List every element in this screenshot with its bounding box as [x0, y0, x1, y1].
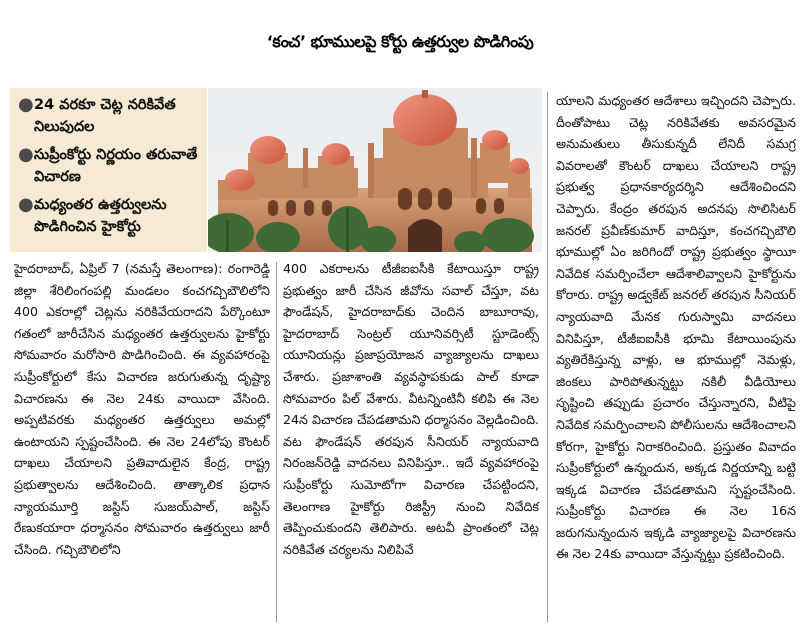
article-text: 400 ఎకరాలను టీజీఐఐసీకి కేటాయిస్తూ రాష్ట్ర ప్రభుత్వం జారీ చేసిన జీవోను సవాల్ చేస్తూ, వట ఫౌండేషన్, హైదరాబాద్‌కు చెందిన బాబూరావు, హైదరాబాద్ సెంట్రల్ యూనివర్సిటీ స్టూడెంట్స్ యూనియన్లు ప్రజాప్రయోజన వ్యాజ్యాలను దాఖలు చేశారు. ప్రజాశాంతి వ్యవస్థాపకుడు పాల్ కూడా సోమవారం పిల్ వేశారు. వీటన్నింటినీ కలిపి ఈ నెల 24న విచారణ చేపడతామని ధర్మాసనం వెల్లడించింది. వట ఫౌండేషన్ తరపున సీనియర్ న్యాయవాది నిరంజన్‌రెడ్డి వాదనలు వినిపిస్తూ.. ఇదే వ్యవహారంపై సుప్రీంకోర్టు సుమోటోగా విచారణ చేపట్టిందని, తెలంగాణ హైకోర్టు రిజిస్ట్రీ నుంచి నివేదిక తెప్పించుకుందని తెలిపారు. అటవీ ప్రాంతంలో చెట్ల నరికివేత చర్యలను నిలిపివే	[283, 261, 539, 557]
highlight-text: మధ్యంతర ఉత్తర్వులను పొడిగించిన హైకోర్టు	[34, 197, 167, 235]
highlights-box	[10, 88, 207, 252]
highlight-item	[18, 94, 201, 138]
article-text: యాలని మధ్యంతర ఆదేశాలు ఇచ్చిందని చెప్పారు. దీంతోపాటు చెట్ల నరికివేతకు అవసరమైన అనుమతులు తీసుకున్నదీ లేనిదీ సమగ్ర వివరాలతో కౌంటర్ దాఖలు చేయాలని రాష్ట్ర ప్రభుత్వ ప్రధానకార్యదర్శిని ఆదేశించిందని చెప్పారు. కేంద్రం తరపున అదనపు సొలిసిటర్ జనరల్ ప్రవీణ్‌కుమార్ వాదిస్తూ, కంచగచ్చిబౌలి భూముల్లో ఏం జరిగిందో రాష్ట్ర ప్రభుత్వం స్థాయీ నివేదిక సమర్పించేలా ఆదేశాలివ్వాలని హైకోర్టును కోరారు. రాష్ట్ర అడ్వకేట్ జనరల్ తరపున సీనియర్ న్యాయవాది మేనక గురుస్వామి వాదనలు వినిపిస్తూ, టీజీఐఐసీకి భూమి కేటాయింపును వ్యతిరేకిస్తున్న వాళ్లు, ఆ భూముల్లో నెమళ్లు, జింకలు పారిపోతున్నట్టు నకిలీ వీడియోలు సృష్టించి తప్పుడు ప్రచారం చేస్తున్నారని, వీటిపై నివేదిక సమర్పించాలని పోలీసులను ఆదేశించాలని కోరగా, హైకోర్టు నిరాకరించింది. ప్రస్తుతం వివాదం సుప్రీంకోర్టులో ఉన్నందున, అక్కడ నిర్ణయాన్ని బట్టి ఇక్కడ విచారణ చేపడతామని స్పష్టంచేసింది. సుప్రీంకోర్టు విచారణ ఈ నెల 16న జరుగనున్నందున ఇక్కడి వ్యాజ్యాలపై విచారణను ఈ నెల 24కు వాయిదా వేస్తున్నట్టు ప్రకటించింది.	[556, 93, 796, 562]
article-column-2	[283, 258, 539, 560]
bullet-icon: ●	[18, 194, 34, 215]
article-text: హైదరాబాద్, ఏప్రిల్ 7 (నమస్తే తెలంగాణ): రంగారెడ్డి జిల్లా శేరిలింగంపల్లి మండలం కంచగచ్చిబౌలిలోని 400 ఎకరాల్లో చెట్లను నరికివేయరాదని పేర్కొంటూ గతంలో జారీచేసిన మధ్యంతర ఉత్తర్వులను హైకోర్టు సోమవారం మరోసారి పొడిగించింది. ఈ వ్యవహారంపై సుప్రీంకోర్టులో కేసు విచారణ జరుగుతున్న దృష్ట్యా విచారణను ఈ నెల 24కు వాయిదా వేసింది. అప్పటివరకు మధ్యంతర ఉత్తర్వులు అమల్లో ఉంటాయని స్పష్టంచేసింది. ఈ నెల 24లోపు కౌంటర్ దాఖలు చేయాలని ప్రతివాదులైన కేంద్ర, రాష్ట్ర ప్రభుత్వాలను ఆదేశించింది. తాత్కాలిక ప్రధాన న్యాయమూర్తి జస్టిస్ సుజయ్‌పాల్, జస్టిస్ రేణుకయారా ధర్మాసనం సోమవారం ఉత్తర్వులు జారీ చేసింది. గచ్చిబౌలిలోని	[14, 261, 270, 557]
bullet-icon: ●	[18, 94, 34, 115]
high-court-building-photo	[208, 88, 542, 252]
column-divider	[276, 262, 277, 622]
headline: ‘కంచ’ భూములపై కోర్టు ఉత్తర్వుల పొడిగింపు	[266, 31, 534, 51]
highlight-text: 24 వరకూ చెట్ల నరికివేత నిలుపుదల	[34, 97, 176, 135]
column-divider	[547, 92, 548, 622]
article-column-1	[14, 258, 270, 560]
article-column-3	[556, 90, 796, 565]
highlight-item	[18, 144, 201, 188]
highlight-item	[18, 194, 201, 238]
highlight-text: సుప్రీంకోర్టు నిర్ణయం తరువాతే విచారణ	[34, 147, 198, 185]
bullet-icon: ●	[18, 144, 34, 165]
